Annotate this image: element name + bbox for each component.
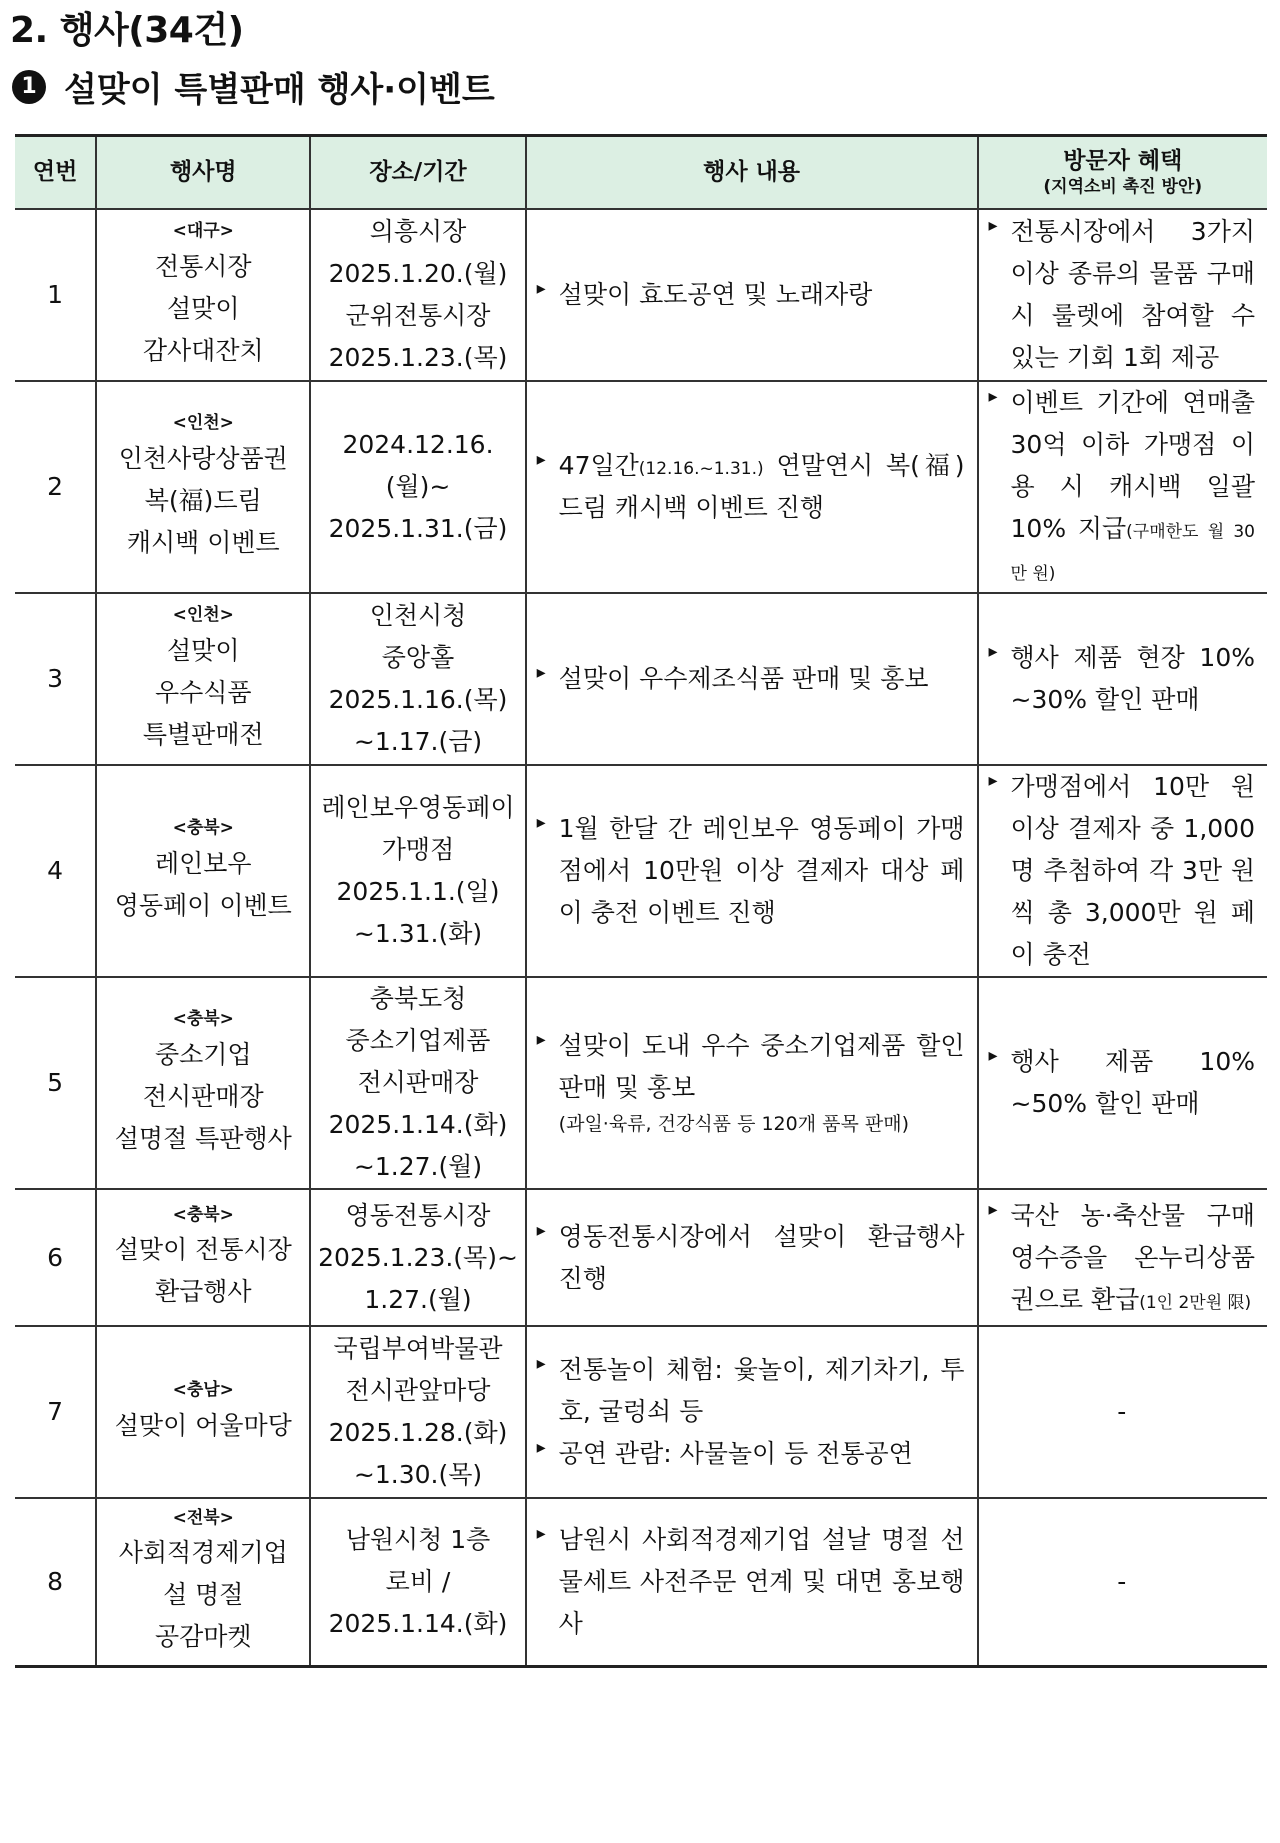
place-line: 영동전통시장	[345, 1200, 491, 1230]
region-label: <전북>	[172, 1508, 234, 1529]
row-no: 1	[15, 209, 96, 381]
header-place: 장소/기간	[310, 136, 525, 210]
row-no: 5	[15, 977, 96, 1189]
visitor-benefit	[978, 593, 1267, 765]
event-content	[526, 1326, 978, 1498]
place-line: 2025.1.23.(목)	[328, 343, 508, 372]
event-place	[310, 1498, 525, 1666]
visitor-benefit	[978, 1189, 1267, 1326]
event-name-line: 설맞이 어울마당	[114, 1410, 292, 1440]
place-line: 1.27.(월)	[364, 1284, 472, 1314]
header-content: 행사 내용	[526, 136, 978, 210]
place-line: 2025.1.31.(금)	[328, 514, 508, 543]
event-name-line: 사회적경제기업	[118, 1538, 288, 1568]
benefit-item: ▸ 행사 제품 현장 10% ~30% 할인 판매	[989, 637, 1255, 721]
header-no: 연번	[15, 136, 96, 210]
subsection-title	[12, 62, 495, 111]
event-name-line: 공감마켓	[154, 1622, 252, 1652]
content-item: ▸ 설맞이 우수제조식품 판매 및 홍보	[537, 658, 965, 700]
table-row	[15, 1326, 1267, 1498]
event-name	[96, 381, 310, 593]
event-content	[526, 977, 978, 1189]
table-row	[15, 209, 1267, 381]
header-name: 행사명	[96, 136, 310, 210]
benefit-text: 국산 농·축산물 구매 영수증을 온누리상품권으로 환급	[1010, 1200, 1255, 1314]
visitor-benefit: -	[978, 1498, 1267, 1666]
event-name-line: 레인보우	[154, 848, 252, 878]
region-label: <인천>	[172, 605, 234, 626]
benefit-item: ▸ 전통시장에서 3가지 이상 종류의 물품 구매 시 룰렛에 참여할 수 있는 기회 1회 제공	[989, 211, 1255, 379]
visitor-benefit	[978, 209, 1267, 381]
place-line: 2025.1.14.(화)	[328, 1608, 508, 1638]
event-name	[96, 765, 310, 977]
content-item: ▸ 영동전통시장에서 설맞이 환급행사 진행	[537, 1216, 965, 1300]
event-content	[526, 209, 978, 381]
event-name-line: 전시판매장	[142, 1081, 264, 1111]
content-item: ▸ 1월 한달 간 레인보우 영동페이 가맹점에서 10만원 이상 결제자 대상 페이 충전 이벤트 진행	[537, 808, 965, 934]
place-line: 레인보우영동페이	[321, 793, 515, 822]
event-name-line: 캐시백 이벤트	[126, 527, 280, 557]
event-content	[526, 765, 978, 977]
place-line: 로비 /	[385, 1566, 451, 1596]
header-benefit-title: 방문자 혜택	[1063, 147, 1183, 174]
place-line: 2025.1.1.(일)	[336, 877, 500, 906]
visitor-benefit	[978, 765, 1267, 977]
visitor-benefit	[978, 381, 1267, 593]
content-text: 47일간	[558, 451, 639, 480]
event-content	[526, 1189, 978, 1326]
region-label: <충북>	[172, 818, 234, 839]
row-no: 3	[15, 593, 96, 765]
place-line: ~1.27.(월)	[353, 1152, 483, 1181]
event-name	[96, 1326, 310, 1498]
event-place	[310, 1189, 525, 1326]
events-table	[15, 134, 1267, 1668]
event-place	[310, 593, 525, 765]
place-line: 전시관앞마당	[345, 1376, 491, 1405]
event-name-line: 감사대잔치	[142, 335, 264, 365]
table-row	[15, 977, 1267, 1189]
region-label: <충남>	[172, 1380, 234, 1401]
event-name-line: 중소기업	[154, 1039, 252, 1069]
table-header-row	[15, 136, 1267, 210]
event-name-line: 환급행사	[154, 1277, 252, 1307]
region-label: <충북>	[172, 1204, 234, 1225]
place-line: 2025.1.23.(목)~	[318, 1242, 518, 1272]
place-line: ~1.30.(목)	[353, 1460, 483, 1489]
event-name-line: 특별판매전	[142, 719, 264, 749]
table-row	[15, 1498, 1267, 1666]
event-place	[310, 381, 525, 593]
subsection-number-badge: 1	[12, 70, 46, 104]
region-label: <충북>	[172, 1009, 234, 1030]
event-name-line: 설맞이	[167, 635, 240, 665]
benefit-text: 이벤트 기간에 연매출 30억 이하 가맹점 이용 시 캐시백 일괄 10% 지급	[1010, 388, 1255, 543]
event-name	[96, 1498, 310, 1666]
event-place	[310, 765, 525, 977]
event-name-line: 설명절 특판행사	[114, 1123, 292, 1153]
event-place	[310, 1326, 525, 1498]
event-content	[526, 593, 978, 765]
event-name-line: 설맞이 전통시장	[114, 1235, 292, 1265]
content-item: ▸ 설맞이 효도공연 및 노래자랑	[537, 274, 965, 316]
event-name	[96, 593, 310, 765]
benefit-item: ▸ 행사 제품 10% ~50% 할인 판매	[989, 1041, 1255, 1125]
place-line: 중앙홀	[381, 643, 455, 672]
content-note: (과일·육류, 건강식품 등 120개 품목 판매)	[558, 1113, 909, 1136]
table-row	[15, 381, 1267, 593]
benefit-item	[989, 382, 1255, 592]
event-name-line: 영동페이 이벤트	[114, 890, 292, 920]
event-name-line: 설맞이	[167, 293, 240, 323]
content-item	[537, 445, 965, 529]
content-item: ▸ 전통놀이 체험: 윷놀이, 제기차기, 투호, 굴렁쇠 등	[537, 1349, 965, 1433]
event-name-line: 우수식품	[154, 677, 252, 707]
place-line: 국립부여박물관	[333, 1334, 503, 1363]
region-label: <대구>	[172, 221, 234, 242]
table-row	[15, 593, 1267, 765]
visitor-benefit	[978, 977, 1267, 1189]
place-line: 2025.1.14.(화)	[328, 1110, 508, 1139]
place-line: 중소기업제품	[345, 1026, 491, 1055]
benefit-limit: (구매한도 월 30만 원)	[1010, 522, 1255, 584]
place-line: 충북도청	[369, 984, 467, 1013]
content-period: (12.16.~1.31.)	[638, 459, 764, 479]
table-row	[15, 765, 1267, 977]
place-line: 남원시청 1층	[345, 1524, 491, 1554]
event-place	[310, 209, 525, 381]
event-place	[310, 977, 525, 1189]
row-no: 6	[15, 1189, 96, 1326]
place-line: 2025.1.16.(목)	[328, 685, 508, 714]
place-line: 군위전통시장	[345, 301, 491, 330]
row-no: 8	[15, 1498, 96, 1666]
place-line: 전시판매장	[357, 1068, 479, 1097]
place-line: 가맹점	[381, 835, 455, 864]
event-name-line: 전통시장	[154, 251, 252, 281]
place-line: 2025.1.20.(월)	[328, 259, 508, 288]
event-name-line: 인천사랑상품권	[118, 443, 288, 473]
header-benefit-subtitle: (지역소비 촉진 방안)	[1043, 177, 1203, 198]
benefit-item: ▸ 가맹점에서 10만 원 이상 결제자 중 1,000명 추첨하여 각 3만 원씩 총 3,000만 원 페이 충전	[989, 766, 1255, 976]
row-no: 2	[15, 381, 96, 593]
place-line: 2024.12.16.(월)~	[342, 430, 494, 501]
event-name	[96, 1189, 310, 1326]
event-name	[96, 977, 310, 1189]
section-title: 2. 행사(34건)	[10, 10, 244, 51]
content-item: ▸ 설맞이 도내 우수 중소기업제품 할인 판매 및 홍보	[537, 1025, 965, 1109]
place-line: 인천시청	[369, 601, 467, 630]
place-line: 2025.1.28.(화)	[328, 1418, 508, 1447]
event-name-line: 복(福)드림	[144, 485, 262, 515]
table-row	[15, 1189, 1267, 1326]
region-label: <인천>	[172, 413, 234, 434]
place-line: ~1.17.(금)	[353, 727, 483, 756]
content-text: 연말연시 복(福)드림 캐시백 이벤트 진행	[558, 451, 965, 522]
event-content	[526, 381, 978, 593]
header-benefit	[978, 136, 1267, 210]
row-no: 4	[15, 765, 96, 977]
place-line: ~1.31.(화)	[353, 919, 483, 948]
content-item: ▸ 공연 관람: 사물놀이 등 전통공연	[537, 1433, 965, 1475]
content-item: ▸ 남원시 사회적경제기업 설날 명절 선물세트 사전주문 연계 및 대면 홍보행사	[537, 1519, 965, 1645]
visitor-benefit: -	[978, 1326, 1267, 1498]
benefit-item	[989, 1195, 1255, 1321]
event-content	[526, 1498, 978, 1666]
event-name-line: 설 명절	[163, 1580, 244, 1610]
event-name	[96, 209, 310, 381]
row-no: 7	[15, 1326, 96, 1498]
benefit-limit: (1인 2만원 限)	[1139, 1292, 1252, 1313]
subsection-title-text: 설맞이 특별판매 행사·이벤트	[64, 70, 495, 110]
place-line: 의흥시장	[369, 217, 467, 246]
